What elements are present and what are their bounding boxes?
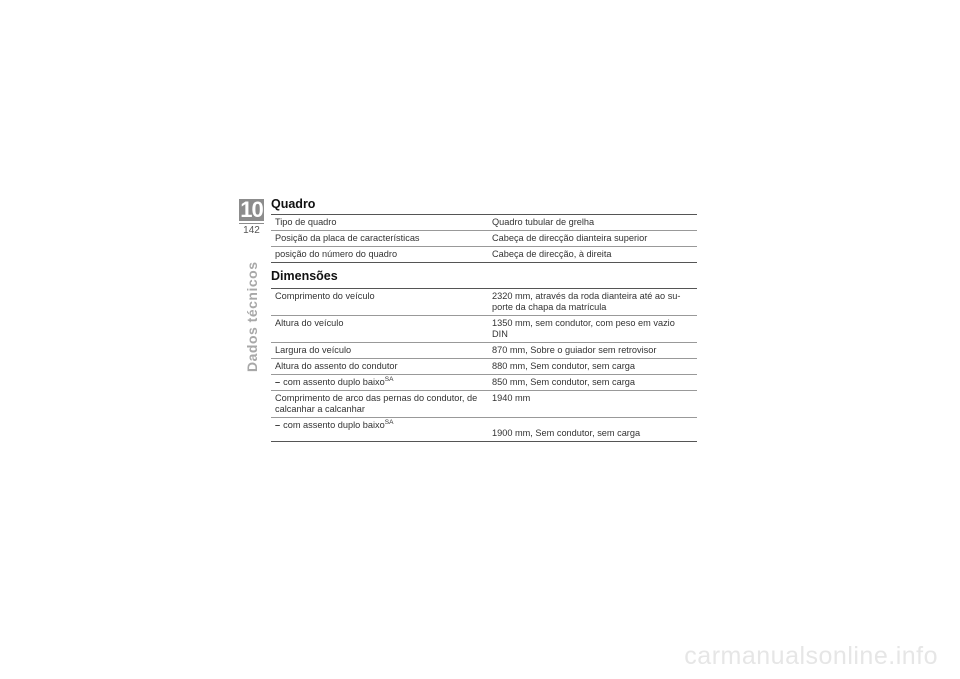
quadro-table [271,214,697,263]
chapter-title: Dados técnicos [244,261,260,372]
dash-icon: – [275,377,281,387]
row-value: Cabeça de direcção dianteira superior [492,233,648,243]
table-row [271,247,697,263]
dimensoes-table [271,288,697,442]
row-label-text: com assento duplo baixo [283,377,385,387]
table-row [271,316,697,343]
table-row [271,418,697,442]
dash-icon: – [275,420,281,430]
row-value: Quadro tubular de grelha [492,217,595,227]
row-label: Comprimento de arco das pernas do condutor, de calcanhar a calcanhar [275,393,478,414]
row-value: 2320 mm, através da roda dianteira até ao su-porte da chapa da matrícula [492,291,681,312]
table-row [271,359,697,375]
watermark-text: carmanualsonline.info [684,642,938,670]
row-label-sub [271,375,488,391]
table-row [271,289,697,316]
row-label: Largura do veículo [275,345,352,355]
row-value: 870 mm, Sobre o guiador sem retrovisor [492,345,657,355]
row-value: Cabeça de direcção, à direita [492,249,612,259]
row-label: Comprimento do veículo [275,291,375,301]
row-value: 1940 mm [492,393,531,403]
special-equipment-mark: SA [384,376,394,383]
row-value: 1900 mm, Sem condutor, sem carga [492,428,641,438]
table-row [271,343,697,359]
row-label: Altura do assento do condutor [275,361,398,371]
page-number: 142 [239,223,264,236]
chapter-number: 10 [240,197,263,222]
section-heading-quadro: Quadro [271,197,316,211]
row-label: Posição da placa de características [275,233,420,243]
row-value: 850 mm, Sem condutor, sem carga [492,377,635,387]
row-label: Altura do veículo [275,318,344,328]
table-row [271,375,697,391]
row-label-text: com assento duplo baixo [283,420,385,430]
table-row [271,391,697,418]
table-row [271,215,697,231]
row-label: Tipo de quadro [275,217,337,227]
row-value: 880 mm, Sem condutor, sem carga [492,361,635,371]
row-value: 1350 mm, sem condutor, com peso em vazio DIN [492,318,675,339]
chapter-marker [239,199,264,236]
table-row [271,231,697,247]
special-equipment-mark: SA [384,419,394,426]
row-label-sub [271,418,488,442]
row-label: posição do número do quadro [275,249,398,259]
section-heading-dimensoes: Dimensões [271,269,338,283]
